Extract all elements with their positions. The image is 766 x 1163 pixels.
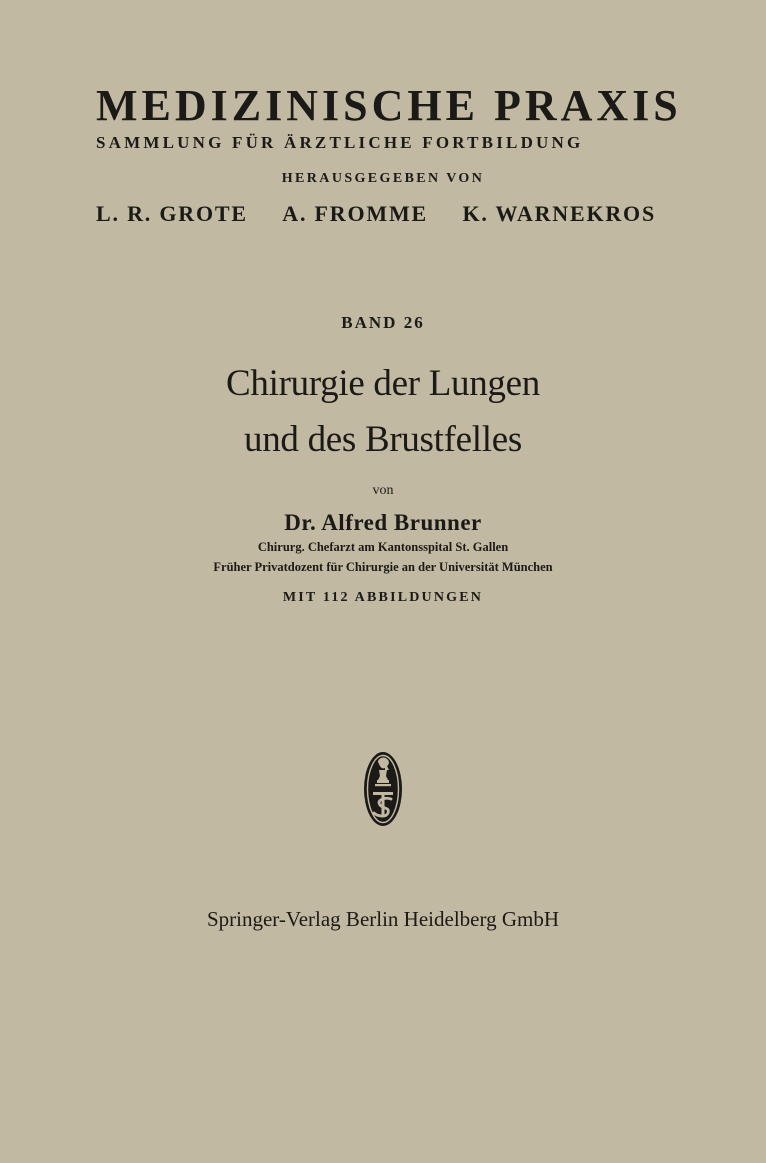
byline: von bbox=[372, 483, 394, 498]
author-affiliation-1: Chirurg. Chefarzt am Kantonsspital St. Gallen bbox=[257, 540, 509, 554]
editor-name: L. R. GROTE bbox=[96, 201, 248, 226]
editors-list bbox=[96, 200, 656, 228]
illustrations-count: MIT 112 ABBILDUNGEN bbox=[282, 590, 484, 605]
springer-chess-knight-logo-icon bbox=[362, 750, 404, 828]
editors-label: HERAUSGEGEBEN VON bbox=[281, 171, 485, 186]
author-affiliation-2: Früher Privatdozent für Chirurgie an der Universität München bbox=[213, 560, 553, 574]
series-subtitle: SAMMLUNG FÜR ÄRZTLICHE FORTBILDUNG bbox=[96, 133, 584, 152]
publisher-name: Springer-Verlag Berlin Heidelberg GmbH bbox=[206, 907, 560, 931]
editor-name: A. FROMME bbox=[282, 201, 428, 226]
volume-number: BAND 26 bbox=[341, 313, 425, 332]
editor-name: K. WARNEKROS bbox=[462, 201, 656, 226]
author-name: Dr. Alfred Brunner bbox=[284, 510, 482, 535]
book-title-line-2: und des Brustfelles bbox=[244, 419, 522, 460]
book-title-line-1: Chirurgie der Lungen bbox=[226, 363, 540, 404]
series-title: MEDIZINISCHE PRAXIS bbox=[96, 81, 682, 130]
